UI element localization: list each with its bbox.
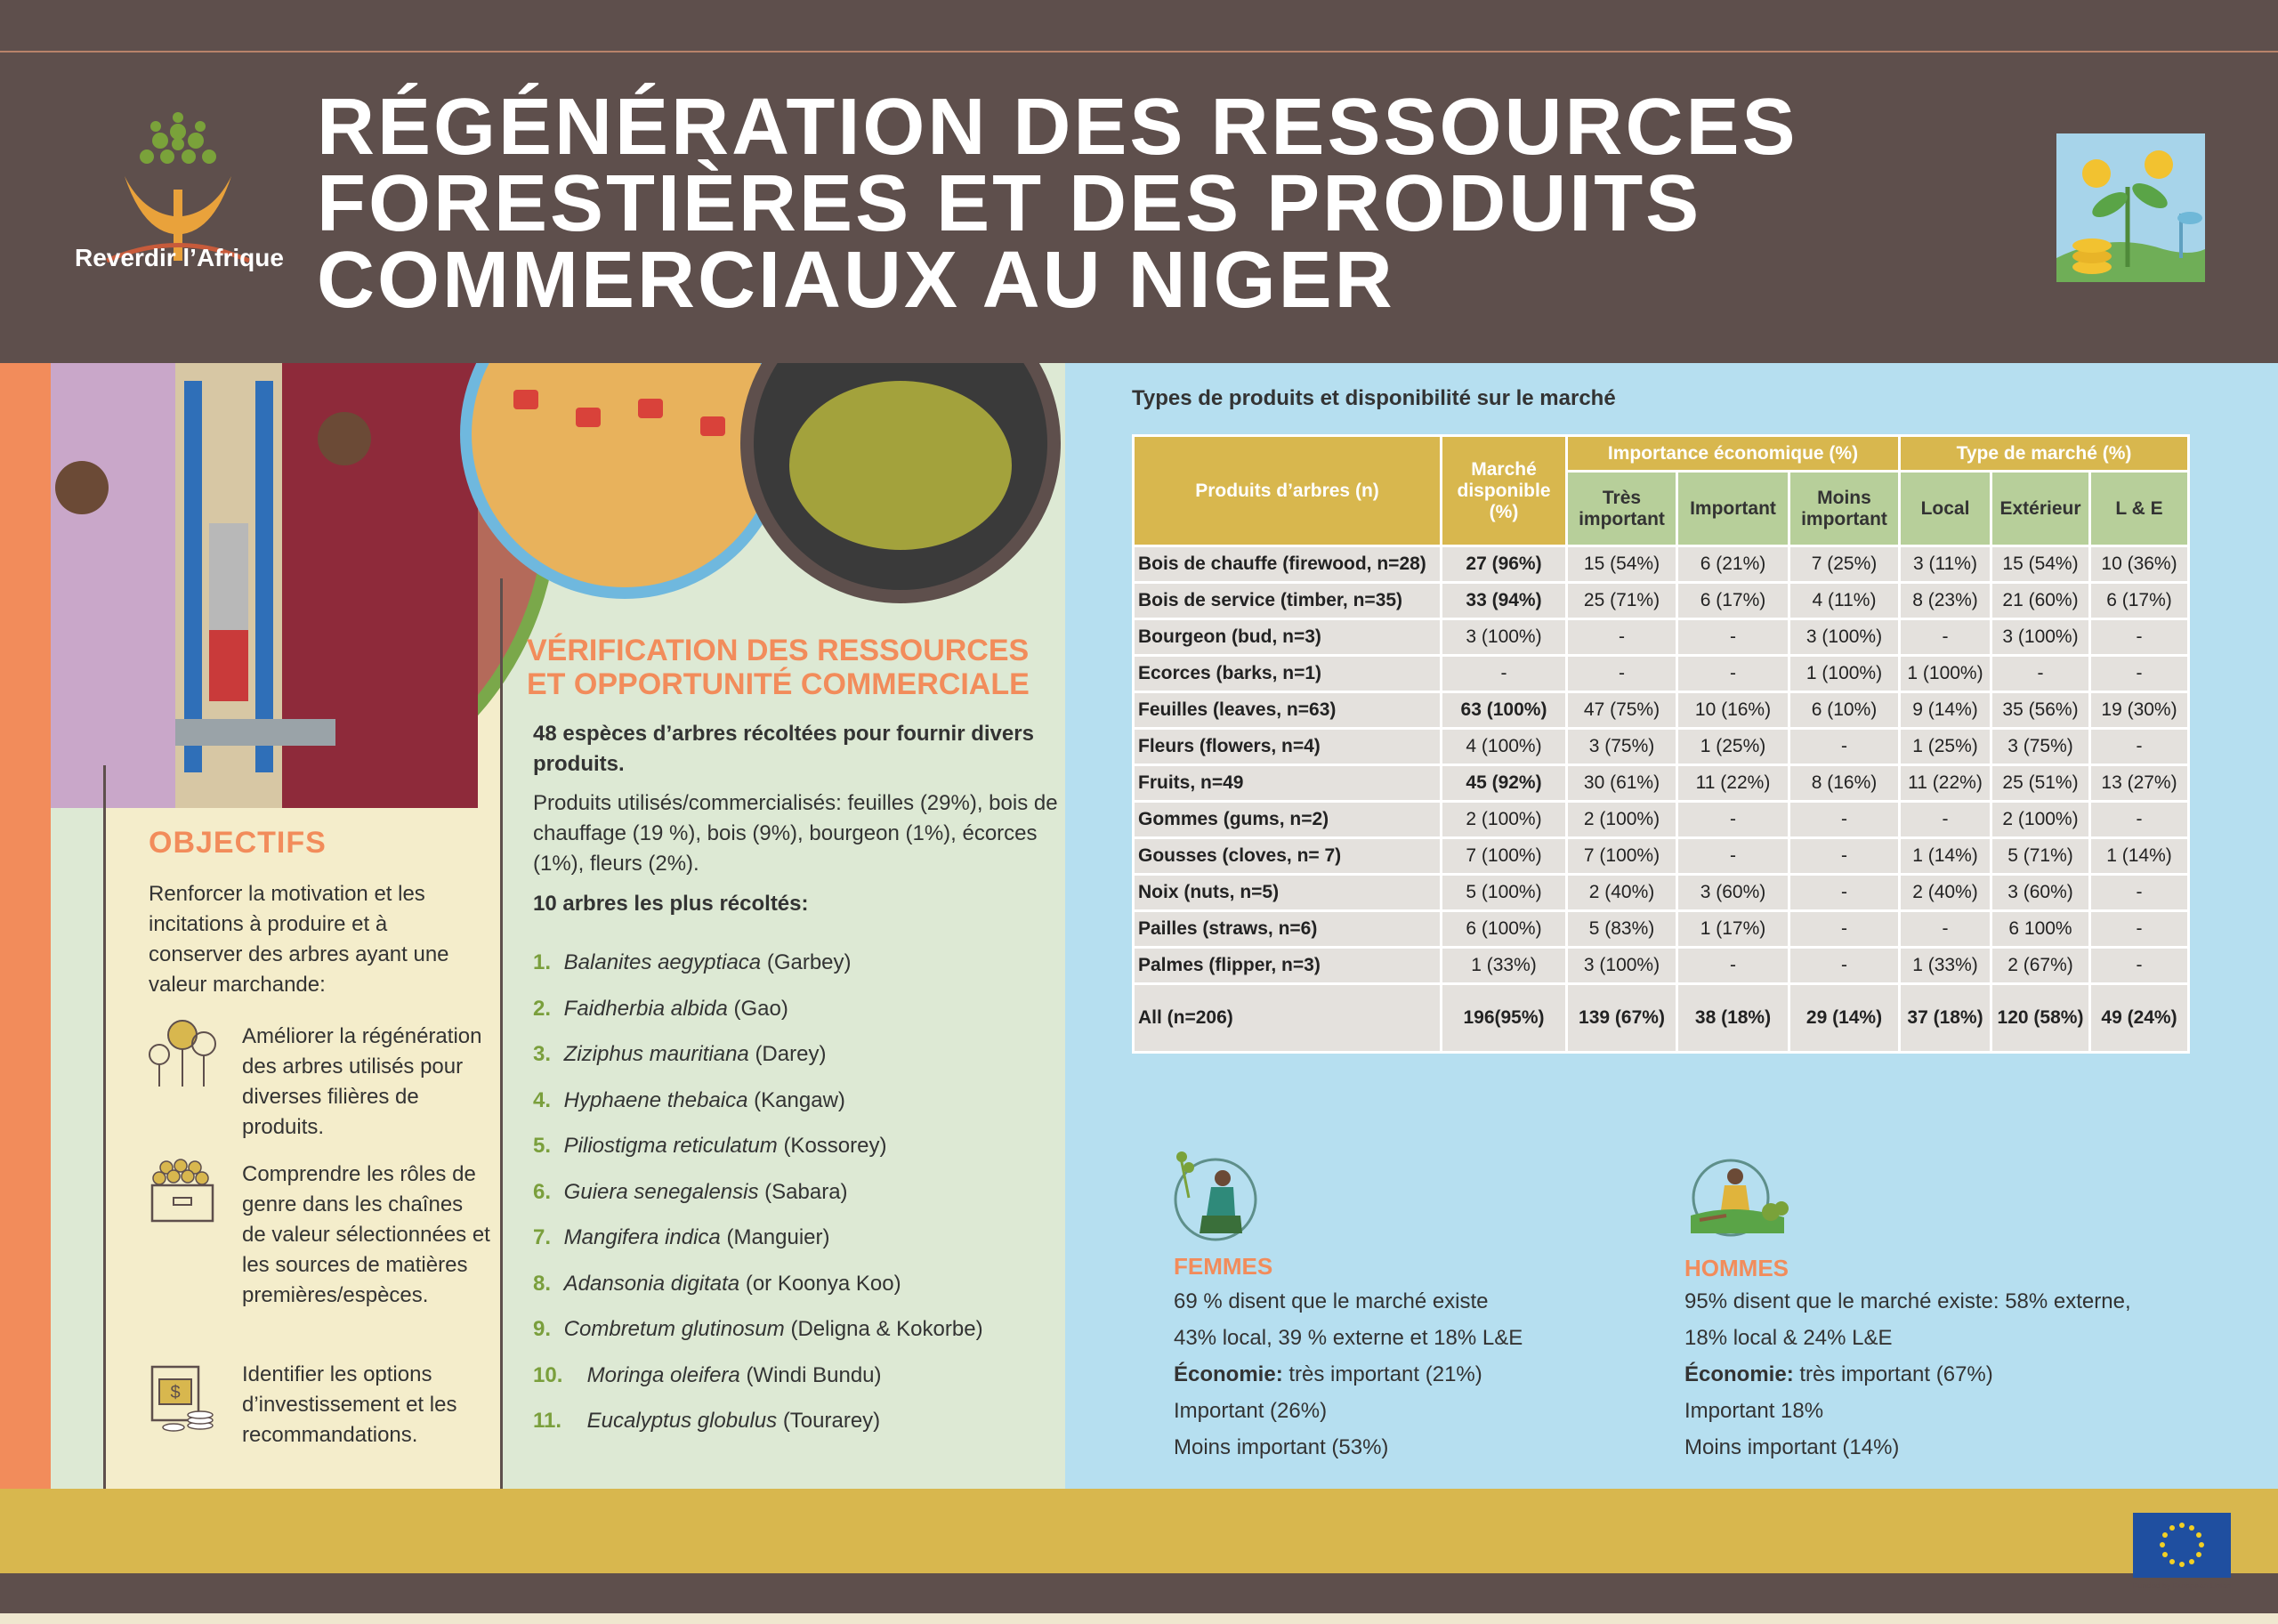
list-item <box>533 1039 1067 1086</box>
table-cell: - <box>1677 656 1789 692</box>
table-cell: 38 (18%) <box>1677 984 1789 1053</box>
table-cell: 139 (67%) <box>1567 984 1677 1053</box>
table-cell: 2 (40%) <box>1567 875 1677 911</box>
product-name-cell: Feuilles (leaves, n=63) <box>1134 692 1442 729</box>
list-number: 9. <box>533 1317 552 1341</box>
footer-strip <box>0 1613 2278 1624</box>
title-line: COMMERCIAUX AU NIGER <box>317 236 1395 325</box>
table-cell: 3 (100%) <box>1991 619 2090 656</box>
femmes-text <box>1174 1283 1619 1466</box>
table-cell: 4 (100%) <box>1442 729 1567 765</box>
product-name-cell: Bourgeon (bud, n=3) <box>1134 619 1442 656</box>
table-cell: 3 (100%) <box>1567 948 1677 984</box>
table-cell: - <box>1789 838 1900 875</box>
table-cell: 2 (100%) <box>1567 802 1677 838</box>
stat-label: Économie: <box>1174 1362 1283 1386</box>
list-number: 7. <box>533 1225 552 1249</box>
table-row <box>1134 838 2189 875</box>
species-name: Moringa oleifera <box>586 1362 740 1387</box>
product-name-cell: Gommes (gums, n=2) <box>1134 802 1442 838</box>
local-name: (Windi Bundu) <box>746 1362 882 1387</box>
product-name-cell: Fruits, n=49 <box>1134 765 1442 802</box>
table-cell: - <box>2090 911 2189 948</box>
verification-products: Produits utilisés/commercialisés: feuilles (29%), bois de chauffage (19 %), bois (9%), bourgeon (1%), écorces (1%), fleurs (2%). <box>533 791 1058 876</box>
table-row <box>1134 619 2189 656</box>
table-cell: - <box>2090 656 2189 692</box>
table-cell: 2 (100%) <box>1991 802 2090 838</box>
product-name-cell: All (n=206) <box>1134 984 1442 1053</box>
column-group-header: Type de marché (%) <box>1900 436 2189 472</box>
objectif-item: Identifier les options d’investissement et les recommandations. <box>242 1362 457 1447</box>
title-line: RÉGÉNÉRATION DES RESSOURCES <box>317 83 1798 172</box>
table-cell: 10 (36%) <box>2090 546 2189 583</box>
list-number: 2. <box>533 996 552 1021</box>
list-item <box>533 1361 1067 1407</box>
table-cell: - <box>1900 911 1991 948</box>
table-cell: 4 (11%) <box>1789 583 1900 619</box>
table-cell: 7 (100%) <box>1442 838 1567 875</box>
species-name: Mangifera indica <box>563 1225 721 1249</box>
table-row <box>1134 948 2189 984</box>
products-table <box>1132 434 2190 1054</box>
species-name: Piliostigma reticulatum <box>563 1134 778 1158</box>
table-cell: 5 (71%) <box>1991 838 2090 875</box>
hommes-text <box>1684 1283 2183 1466</box>
stat-value: très important (67%) <box>1793 1362 1993 1386</box>
local-name: (Tourarey) <box>782 1409 881 1433</box>
verification-lead: 48 espèces d’arbres récoltées pour fournir divers produits. <box>533 722 1034 776</box>
table-cell: 27 (96%) <box>1442 546 1567 583</box>
table-cell: 21 (60%) <box>1991 583 2090 619</box>
product-name-cell: Fleurs (flowers, n=4) <box>1134 729 1442 765</box>
table-row <box>1134 692 2189 729</box>
table-cell: - <box>1789 802 1900 838</box>
list-number: 10. <box>533 1362 563 1387</box>
product-name-cell: Noix (nuts, n=5) <box>1134 875 1442 911</box>
species-name: Adansonia digitata <box>563 1271 740 1296</box>
product-name-cell: Ecorces (barks, n=1) <box>1134 656 1442 692</box>
stat-line: 43% local, 39 % externe et 18% L&E <box>1174 1326 1523 1350</box>
species-name: Eucalyptus globulus <box>586 1409 778 1433</box>
local-name: (Manguier) <box>726 1225 830 1249</box>
eu-caption: Funded by European Union <box>2133 1581 2232 1590</box>
species-name: Faidherbia albida <box>563 996 728 1021</box>
table-cell: 3 (75%) <box>1991 729 2090 765</box>
table-cell: 6 (17%) <box>1677 583 1789 619</box>
table-cell: 2 (67%) <box>1991 948 2090 984</box>
logo-text: Reverdir l’Afrique <box>75 244 284 271</box>
list-number: 8. <box>533 1271 552 1296</box>
table-row <box>1134 911 2189 948</box>
local-name: (Gao) <box>733 996 788 1021</box>
column-header: L & E <box>2090 472 2189 546</box>
column-header: Moins important <box>1789 472 1900 546</box>
objectifs-intro: Renforcer la motivation et les incitations à produire et à conserver des arbres ayant une valeur marchande: <box>149 882 449 997</box>
column-header: Important <box>1677 472 1789 546</box>
hommes-title: HOMMES <box>1684 1255 1789 1281</box>
side-stripe <box>0 363 51 1489</box>
list-item <box>533 994 1067 1040</box>
list-number: 5. <box>533 1134 552 1158</box>
column-header: Extérieur <box>1991 472 2090 546</box>
money-plant-icon <box>2056 133 2205 282</box>
list-number: 4. <box>533 1087 552 1112</box>
local-name: (Garbey) <box>766 950 852 974</box>
species-name: Hyphaene thebaica <box>563 1087 748 1112</box>
table-cell: 120 (58%) <box>1991 984 2090 1053</box>
table-total-row <box>1134 984 2189 1053</box>
list-number: 1. <box>533 950 552 974</box>
stat-line: Important 18% <box>1684 1399 1824 1423</box>
table-cell: - <box>2090 729 2189 765</box>
table-cell: - <box>1900 619 1991 656</box>
verification-title-line: ET OPPORTUNITÉ COMMERCIALE <box>527 667 1030 701</box>
objectifs-title: OBJECTIFS <box>149 826 327 860</box>
objectif-item: Améliorer la régénération des arbres utilisés pour diverses filières de produits. <box>242 1024 482 1139</box>
money-icon <box>147 1361 218 1433</box>
trees-icon <box>147 1017 218 1088</box>
table-cell: 6 (100%) <box>1442 911 1567 948</box>
divider <box>103 765 106 1489</box>
table-cell: - <box>2090 619 2189 656</box>
stat-line: 18% local & 24% L&E <box>1684 1326 1893 1350</box>
woman-planting-icon <box>1171 1144 1260 1242</box>
table-cell: 3 (100%) <box>1442 619 1567 656</box>
table-cell: 6 100% <box>1991 911 2090 948</box>
stat-line <box>1174 1356 1619 1393</box>
stat-line: Moins important (14%) <box>1684 1435 1900 1459</box>
table-cell: 3 (75%) <box>1567 729 1677 765</box>
table-row <box>1134 802 2189 838</box>
table-cell: 47 (75%) <box>1567 692 1677 729</box>
table-row <box>1134 583 2189 619</box>
list-item <box>533 1269 1067 1315</box>
verification-title-line: VÉRIFICATION DES RESSOURCES <box>527 634 1030 667</box>
species-name: Guiera senegalensis <box>563 1179 759 1204</box>
list-item <box>533 1086 1067 1132</box>
table-cell: 196(95%) <box>1442 984 1567 1053</box>
table-cell: 6 (10%) <box>1789 692 1900 729</box>
table-cell: 7 (25%) <box>1789 546 1900 583</box>
table-cell: 6 (21%) <box>1677 546 1789 583</box>
table-row <box>1134 729 2189 765</box>
local-name: (Sabara) <box>764 1179 848 1204</box>
table-cell: - <box>1789 729 1900 765</box>
table-cell: - <box>1789 911 1900 948</box>
top-trees-label: 10 arbres les plus récoltés: <box>533 892 809 916</box>
table-cell: 1 (14%) <box>2090 838 2189 875</box>
local-name: (or Koonya Koo) <box>745 1271 901 1296</box>
product-name-cell: Palmes (flipper, n=3) <box>1134 948 1442 984</box>
header-rule <box>0 51 2278 53</box>
table-cell: - <box>2090 948 2189 984</box>
table-cell: 2 (100%) <box>1442 802 1567 838</box>
table-cell: 37 (18%) <box>1900 984 1991 1053</box>
table-cell: 1 (33%) <box>1442 948 1567 984</box>
table-cell: 1 (100%) <box>1900 656 1991 692</box>
table-cell: 29 (14%) <box>1789 984 1900 1053</box>
table-cell: 25 (51%) <box>1991 765 2090 802</box>
product-name-cell: Gousses (cloves, n= 7) <box>1134 838 1442 875</box>
table-body <box>1134 546 2189 1053</box>
table-cell: 5 (100%) <box>1442 875 1567 911</box>
table-cell: 30 (61%) <box>1567 765 1677 802</box>
table-cell: 11 (22%) <box>1900 765 1991 802</box>
table-cell: 2 (40%) <box>1900 875 1991 911</box>
table-cell: - <box>1677 802 1789 838</box>
table-cell: - <box>1789 948 1900 984</box>
table-cell: - <box>1991 656 2090 692</box>
column-header: Local <box>1900 472 1991 546</box>
table-cell: - <box>1677 619 1789 656</box>
divider <box>500 578 503 1489</box>
table-cell: 5 (83%) <box>1567 911 1677 948</box>
table-cell: 25 (71%) <box>1567 583 1677 619</box>
table-cell: 15 (54%) <box>1567 546 1677 583</box>
stat-line: Important (26%) <box>1174 1399 1328 1423</box>
list-item <box>533 1131 1067 1177</box>
table-cell: 1 (100%) <box>1789 656 1900 692</box>
list-number: 6. <box>533 1179 552 1204</box>
list-item <box>533 1223 1067 1269</box>
tree-list <box>533 948 1067 1452</box>
basket-icon <box>147 1155 218 1226</box>
objectif-item: Comprendre les rôles de genre dans les chaînes de valeur sélectionnées et les sources de matières premières/espèces. <box>242 1162 490 1307</box>
table-cell: - <box>1442 656 1567 692</box>
table-cell: 8 (16%) <box>1789 765 1900 802</box>
table-cell: 3 (60%) <box>1677 875 1789 911</box>
eu-flag-icon <box>2133 1513 2231 1578</box>
table-title: Types de produits et disponibilité sur le marché <box>1132 386 1616 410</box>
product-name-cell: Bois de service (timber, n=35) <box>1134 583 1442 619</box>
column-group-header: Importance économique (%) <box>1567 436 1900 472</box>
table-cell: 6 (17%) <box>2090 583 2189 619</box>
table-cell: 33 (94%) <box>1442 583 1567 619</box>
table-cell: - <box>1567 656 1677 692</box>
list-item <box>533 1406 1067 1452</box>
table-cell: 1 (25%) <box>1677 729 1789 765</box>
table-cell: 19 (30%) <box>2090 692 2189 729</box>
list-number: 3. <box>533 1042 552 1066</box>
stat-line: 95% disent que le marché existe: 58% externe, <box>1684 1289 2131 1313</box>
table-cell: - <box>1567 619 1677 656</box>
table-cell: 8 (23%) <box>1900 583 1991 619</box>
column-header: Marché disponible (%) <box>1442 436 1567 546</box>
table-cell: 45 (92%) <box>1442 765 1567 802</box>
table-cell: 13 (27%) <box>2090 765 2189 802</box>
table-row <box>1134 875 2189 911</box>
local-name: (Darey) <box>755 1042 827 1066</box>
table-row <box>1134 656 2189 692</box>
column-header: Très important <box>1567 472 1677 546</box>
list-number: 11. <box>533 1409 562 1433</box>
stat-label: Économie: <box>1684 1362 1794 1386</box>
table-cell: - <box>1789 875 1900 911</box>
species-name: Ziziphus mauritiana <box>563 1042 749 1066</box>
table-cell: - <box>1900 802 1991 838</box>
stat-line: 69 % disent que le marché existe <box>1174 1289 1489 1313</box>
table-cell: 3 (11%) <box>1900 546 1991 583</box>
table-cell: 49 (24%) <box>2090 984 2189 1053</box>
stat-line <box>1684 1356 2183 1393</box>
table-cell: 9 (14%) <box>1900 692 1991 729</box>
table-cell: 3 (60%) <box>1991 875 2090 911</box>
list-item <box>533 1177 1067 1224</box>
stat-value: très important (21%) <box>1282 1362 1482 1386</box>
table-cell: - <box>1677 838 1789 875</box>
local-name: (Deligna & Kokorbe) <box>790 1317 983 1341</box>
man-farming-icon <box>1682 1153 1793 1251</box>
verification-title <box>527 634 1078 701</box>
table-cell: 15 (54%) <box>1991 546 2090 583</box>
table-row <box>1134 765 2189 802</box>
table-cell: 35 (56%) <box>1991 692 2090 729</box>
footer-band <box>0 1573 2100 1613</box>
table-cell: 7 (100%) <box>1567 838 1677 875</box>
footer-band <box>0 1489 2278 1573</box>
table-cell: 1 (17%) <box>1677 911 1789 948</box>
title-line: FORESTIÈRES ET DES PRODUITS <box>317 159 1702 248</box>
table-cell: 11 (22%) <box>1677 765 1789 802</box>
column-header: Produits d’arbres (n) <box>1134 436 1442 546</box>
list-item <box>533 948 1067 994</box>
table-cell: - <box>1677 948 1789 984</box>
table-cell: - <box>2090 802 2189 838</box>
local-name: (Kangaw) <box>754 1087 845 1112</box>
table-cell: 1 (14%) <box>1900 838 1991 875</box>
table-cell: 1 (33%) <box>1900 948 1991 984</box>
product-name-cell: Bois de chauffe (firewood, n=28) <box>1134 546 1442 583</box>
product-name-cell: Pailles (straws, n=6) <box>1134 911 1442 948</box>
table-cell: 10 (16%) <box>1677 692 1789 729</box>
table-cell: 3 (100%) <box>1789 619 1900 656</box>
table-cell: 63 (100%) <box>1442 692 1567 729</box>
local-name: (Kossorey) <box>783 1134 887 1158</box>
table-cell: 1 (25%) <box>1900 729 1991 765</box>
table-row <box>1134 546 2189 583</box>
femmes-title: FEMMES <box>1174 1253 1273 1280</box>
species-name: Balanites aegyptiaca <box>563 950 762 974</box>
list-item <box>533 1314 1067 1361</box>
page-title <box>317 83 1798 325</box>
header-banner <box>0 0 2278 363</box>
stat-line: Moins important (53%) <box>1174 1435 1389 1459</box>
table-cell: - <box>2090 875 2189 911</box>
svg-text:$: $ <box>170 1383 181 1402</box>
species-name: Combretum glutinosum <box>563 1317 785 1341</box>
